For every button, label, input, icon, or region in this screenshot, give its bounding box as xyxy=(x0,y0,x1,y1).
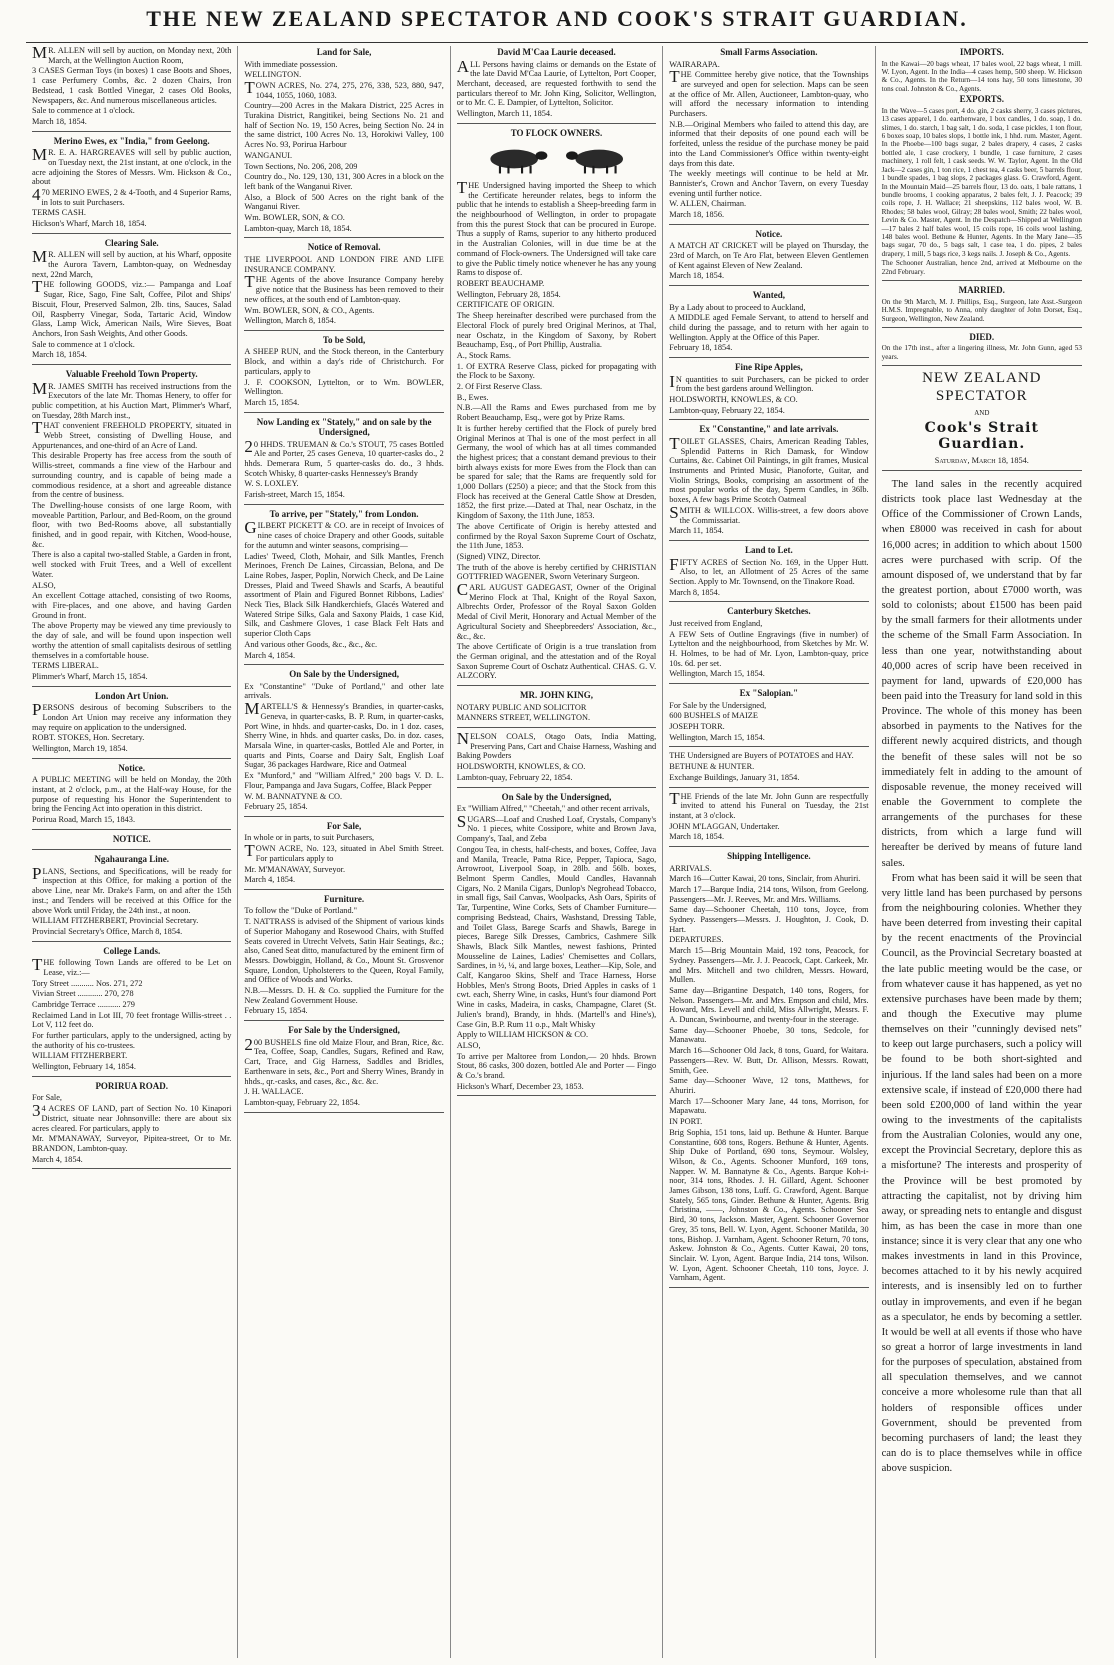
ad-text: MR. E. A. HARGREAVES will sell by public auction, on Tuesday next, the 21st instant, at one o'clock, in the acre adjoining the Stores of Messrs. Wm. Hickson & Co., about xyxy=(32,145,232,187)
ad-text: Wellington, March 8, 1854. xyxy=(244,316,336,326)
sheep-icon xyxy=(490,150,547,174)
sheep-icon xyxy=(566,150,623,174)
ad-text: 1. Of EXTRA Reserve Class, picked for propagating with the Flock to be Saxony. xyxy=(456,361,657,381)
ad-text: Porirua Road, March 15, 1843. xyxy=(32,814,136,824)
ad-heading: College Lands. xyxy=(103,945,161,956)
ad-text: GILBERT PICKETT & CO. are in receipt of Invoices of nine cases of choice Drapery and other Goods, suitable for the autumn and winter seasons, comprising— xyxy=(244,518,444,550)
ad-text: MR. JAMES SMITH has received instructions from the Executors of the late Mr. Thomas Henery, to offer for public competition, at his Auction Mart, Plimmer's Wharf, on Tuesday, 28th March inst., xyxy=(32,378,232,420)
ad-text: TERMS LIBERAL. xyxy=(32,661,99,671)
ad-text: Country—200 Acres in the Makara District, 225 Acres in Turakina District, Rangitikei, being Sections No. 21 and half of Section No. 19, 150 Acres, being Section No. 24 in the same district, 100 Acres No. 13, Horokiwi Valley, 100 Acres No. 93, Porirua Harbour xyxy=(244,101,444,150)
ad-heading: Wanted, xyxy=(752,290,786,301)
ad-text: Sale to commence at 1 o'clock. xyxy=(32,339,135,349)
page-columns xyxy=(26,46,1088,1658)
ad-text: TOWN ACRES, No. 274, 275, 276, 338, 523, 880, 947, 1044, 1055, 1060, 1083. xyxy=(244,77,444,100)
advertisement-mr-allen-will-sell-by-auction-on-monday- xyxy=(32,46,231,132)
ad-text: March 15—Brig Mountain Maid, 192 tons, Peacock, for Sydney. Passengers—Mr. J. J. Peacock, Capt. Carkeek, Mr. and Mrs. Mitchell and two children, Messrs. Howard, Mullen. xyxy=(669,946,869,985)
leader-paragraph: The land sales in the recently acquired districts took place last Wednesday at the Office of the Commissioner of Crown Lands, when £8000 was received in cash for about 16,000 acres; in addition to which about 1500 acres were purchased with scrip. Of the amount disposed of, we understand that by far the greatest portion, about £7000 worth, was sold to colonists; about £1500 has been paid by the small farmers for their allotments under the scheme of the Small Farm Association. In less than one year, notwithstanding about 40,000 acres of scrip have been received in payment for land, upwards of £20,000 has been paid into the Treasury for land sold in this Province. The whole of this money has been absorbed in payments to the Natives for the different newly acquired districts, and though the benefit of these sales will not be so immediately felt in adding to the amount of disposable revenue, the money received will enable the Government to complete the arrangements of the purchases for these districts, from which a large fund will hereafter be derived by means of future land sales. xyxy=(881,479,1082,869)
ad-text: An excellent Cottage attached, consisting of two Rooms, with Fire-places, and one above, and having Garden Ground in front. xyxy=(32,591,232,620)
ad-text: March 18, 1854. xyxy=(669,271,725,281)
ad-text: A MIDDLE aged Female Servant, to attend to herself and child during the passage, and to return with her again to Wellington. Apply at the Office of this Paper. xyxy=(669,313,869,342)
ad-text: A MATCH AT CRICKET will be played on Thursday, the 23rd of March, on Te Aro Flat, between Eleven Gentlemen of Kent against Eleven of New Zealand. xyxy=(669,241,869,270)
died-heading: DIED. xyxy=(969,331,995,342)
ad-text: Same day—Brigantine Despatch, 140 tons, Rogers, for Nelson. Passengers—Mr. and Mrs. Empson and child, Mrs. Howard, Mrs. Levell and child, Miss Allwright, Messrs. F. A. Duncan, Swinbourne, and twenty-four in the steerage. xyxy=(669,985,869,1025)
ad-text: PERSONS desirous of becoming Subscribers to the London Art Union may receive any information they may require on application to the undersigned. xyxy=(32,700,232,732)
ad-text: A FEW Sets of Outline Engravings (five in number) of Lyttelton and the neighbourhood, from Sketches by Mr. W. H. Holmes, to be had of Mr. Lyon, Lambton-quay, price 10s. 6d. per set. xyxy=(669,629,869,668)
column-1 xyxy=(26,46,238,1658)
ad-text: NOTARY PUBLIC AND SOLICITOR xyxy=(456,702,587,712)
ad-text: March 11, 1854. xyxy=(669,526,724,536)
ad-heading: Fine Ripe Apples, xyxy=(735,362,803,373)
ad-text: 3 CASES German Toys (in boxes) 1 case Boots and Shoes, 1 case Perfumery Combs, &c. 2 dozen Chairs, Iron Bedstead, 1 cask Bottled Vinegar, 2 cases Old Books, Newspapers, &c. And numerous miscellaneous articles. xyxy=(32,66,232,105)
ad-text: Ladies' Tweed, Cloth, Mohair, and Silk Mantles, French Merinoes, French De Laines, Circassian, Belona, and De Laine Robes, Jasper, Poplin, Norwich Check, and De Laine Dresses, Plaid and Tweed Shawls and Scarfs, A beautiful assortment of Plain and Figured Bonnet Ribbons, Ladies' Neck Ties, Black Silk Handkerchiefs, Glacés Watered and Watered Stripe Silks, Gala and Saxony Plaids, 1 case Kid, Silk, and Cashmere Gloves, 1 case Black Felt Hats and superior Cloth Caps xyxy=(244,551,444,639)
ad-text: HOLDSWORTH, KNOWLES, & CO. xyxy=(456,762,586,772)
ad-text: W. M. BANNATYNE & CO. xyxy=(244,791,343,801)
ad-text: Lambton-quay, February 22, 1854. xyxy=(456,772,573,782)
shipping-note: The Schooner Australian, hence 2nd, arrived at Melbourne on the 22nd February. xyxy=(881,259,1082,276)
ad-text: WELLINGTON. xyxy=(244,70,302,80)
advertisement-porirua-road xyxy=(32,1081,231,1169)
ad-text: Mr. M'MANAWAY, Surveyor. xyxy=(244,864,346,874)
married-heading: MARRIED. xyxy=(958,285,1005,296)
ad-heading: PORIRUA ROAD. xyxy=(95,1080,168,1091)
advertisement-clearing-sale xyxy=(32,238,231,365)
ad-text: THE LIVERPOOL AND LONDON FIRE AND LIFE INSURANCE COMPANY. xyxy=(244,254,444,274)
ad-heading: Valuable Freehold Town Property. xyxy=(65,369,198,380)
imports-heading: IMPORTS. xyxy=(959,47,1004,57)
masthead-rule xyxy=(26,42,1088,43)
ad-text: PLANS, Sections, and Specifications, will be ready for inspection at this Office, for making a portion of the above Line, near Mr. Drake's Farm, on and after the 15th inst.; and Tenders will be received at this Office for the above Work until Friday, the 24th inst., at noon. xyxy=(32,863,232,915)
advertisement-small-farms-association xyxy=(669,47,868,225)
ad-text: BETHUNE & HUNTER. xyxy=(669,762,755,772)
ad-text: TOILET GLASSES, Chairs, American Reading Tables, Splendid Patterns in Rich Damask, for Window Curtains, &c. Cabinet Oil Paintings, in gilt frames, Musical Instruments and Printed Music, Pianoforte, Guitar, and Violin Strings, Books, comprising an assortment of the most popular works of the day, Sperm Candles, in 36lb. boxes, A few bags Prime Scotch Oatmeal xyxy=(669,433,869,505)
ad-text: March 4, 1854. xyxy=(244,875,296,885)
ad-heading: David M'Caa Laurie deceased. xyxy=(497,47,616,57)
ad-heading: To be Sold, xyxy=(322,334,366,345)
ad-text: Cambridge Terrace ........... 279 xyxy=(32,999,135,1009)
ad-text: March 18, 1854. xyxy=(32,116,87,126)
advertisement-ex-constantine-and-late-arrivals xyxy=(669,424,868,541)
advertisement-furniture xyxy=(244,894,443,1021)
paper-name: NEW ZEALAND SPECTATOR xyxy=(922,370,1042,404)
ad-text: IN quantities to suit Purchasers, can be picked to order from the best gardens around Wellington. xyxy=(669,371,869,394)
ad-text: THE Committee hereby give notice, that the Townships are surveyed and open for selection. Maps can be seen at the office of Mr. Allen, Auctioneer, Lambton-quay, who will afford the necessary information to intending Purchasers. xyxy=(669,67,869,119)
ad-text: Just received from England, xyxy=(669,618,763,628)
ad-text: N.B.—Original Members who failed to attend this day, are informed that their deposits of one pound each will be forfeited, unless the residue of the purchase money be paid into the Land Commissioner's Office within twenty-eight days from this date. xyxy=(669,119,869,168)
married-text: On the 9th March, M. J. Phillips, Esq., Surgeon, late Asst.-Surgeon H.M.S. Impregnable, to Anna, only daughter of John Dorset, Esq., Surgeon, Wellington, New Zealand. xyxy=(881,297,1082,323)
ad-text: 200 BUSHELS fine old Maize Flour, and Bran, Rice, &c. Tea, Coffee, Soap, Candles, Sugars, Refined and Raw, Cart, Trace, and Gig Harness, Saddles and Bridles, Earthenware in sets, &c., Port and Sherry Wines, Brandy in hhds., qr.-casks, and cases, &c., &c. &c. xyxy=(244,1034,444,1086)
ad-text: Wellington, March 19, 1854. xyxy=(32,743,128,753)
died-text: On the 17th inst., after a lingering illness, Mr. John Gunn, aged 53 years. xyxy=(881,344,1082,361)
ad-text: CERTIFICATE OF ORIGIN. xyxy=(456,300,555,310)
ad-heading: Notice of Removal. xyxy=(307,242,381,253)
ad-heading: Small Farms Association. xyxy=(720,47,818,57)
ad-text: With immediate possession. xyxy=(244,59,338,69)
ad-text: Plimmer's Wharf, March 15, 1854. xyxy=(32,671,148,681)
ad-heading: Merino Ewes, ex "India," from Geelong. xyxy=(53,135,210,146)
ad-text: A., Stock Rams. xyxy=(456,350,511,360)
ad-text: A SHEEP RUN, and the Stock thereon, in the Canterbury Block, and within a day's ride of Christchurch. For particulars, apply to xyxy=(244,347,444,376)
advertisement-fine-ripe-apples xyxy=(669,362,868,420)
advertisement-canterbury-sketches xyxy=(669,606,868,684)
ad-text: Vivian Street ............ 270, 278 xyxy=(32,989,134,999)
ad-text: February 18, 1854. xyxy=(669,343,733,353)
ad-text: March 18, 1854. xyxy=(32,350,87,360)
advertisement-land-for-sale xyxy=(244,47,443,238)
advertisement-notice-of-removal xyxy=(244,242,443,330)
ad-text: J. F. COOKSON, Lyttelton, or to Wm. BOWLER, Wellington. xyxy=(244,377,444,397)
ad-text: The above Certificate of Origin is hereby attested and confirmed by the Royal Saxon Supreme Court of Oschatz, the 11th June, 1853. xyxy=(456,521,657,551)
ad-heading: Now Landing ex "Stately," and on sale by the Undersigned, xyxy=(256,416,432,438)
ad-text: The Dwelling-house consists of one large Room, with moveable Partition, Parlour, and Bed-Room, on the ground floor, with two Bed-Rooms above, all substantially finished, and in good repair, with Kitchen, Wood-house, &c. xyxy=(32,500,232,549)
advertisement-nelson-coals-otago-oats-india-matting-pr xyxy=(456,729,657,788)
married-block xyxy=(882,285,1082,328)
ad-text: Wm. BOWLER, SON, & CO., Agents. xyxy=(244,305,375,315)
ad-text: Ex "Constantine" "Duke of Portland," and other late arrivals. xyxy=(244,681,444,701)
ad-text: Wellington, February 14, 1854. xyxy=(32,1062,136,1072)
ad-text: March 4, 1854. xyxy=(32,1154,83,1164)
ad-text: March 17—Schooner Mary Jane, 44 tons, Morrison, for Mapawatu. xyxy=(669,1096,869,1116)
ad-text: To follow the "Duke of Portland." xyxy=(244,906,358,916)
masthead: THE NEW ZEALAND SPECTATOR AND COOK'S STRAIT GUARDIAN. xyxy=(146,6,968,31)
ad-text: March 16—Schooner Old Jack, 8 tons, Guard, for Waitara. Passengers—Rev. W. Butt, Dr. Allison, Messrs. Rowatt, Smith, Gee. xyxy=(669,1046,869,1075)
ad-heading: MR. JOHN KING, xyxy=(519,690,593,701)
ad-text: WILLIAM FITZHERBERT. xyxy=(32,1051,128,1061)
advertisement-to-be-sold xyxy=(244,335,443,413)
column-2 xyxy=(238,46,450,1658)
advertisement-ex-salopian xyxy=(669,688,868,747)
died-block xyxy=(882,332,1082,366)
ad-text: Brig Sophia, 151 tons, laid up. Bethune & Hunter. Barque Constantine, 608 tons, Rogers. Bethune & Hunter, Agents. Ship Duke of Portland, 690 tons, Seymour. Wolsley, Wilson, & Co., Agents. Schooner Munford, 169 tons, Napper. W. M. Bannatyne & Co., Agents. Barque Koh-i-noor, 314 tons, Rhodes. J. H. Gillard, Agent. Schooner James Gibson, 138 tons, Luff. G. Crawford, Agent. Barque Stately, 565 tons, Ginder. Bethune & Hunter, Agents. Brig Christina, ——, Johnston & Co., Agents. Schooner Sea Bird, 30 tons, Jackson. Master, Agent. Schooner Governor Grey, 35 tons, Bell. W. Lyon, Agent. Schooner Matilda, 30 tons, Bishop. J. Varnham, Agent. Schooner Return, 70 tons, Askew. Johnston & Co., Agents. Cutter Kawai, 20 tons, Sinclair. W. Lyon, Agent. Barque India, 214 tons, Wilson. W. Lyon, Agent. Schooner Cheetah, 110 tons, Joyce. J. Varnham, Agent. xyxy=(669,1127,869,1283)
ad-text: 470 MERINO EWES, 2 & 4-Tooth, and 4 Superior Rams, in lots to suit Purchasers. xyxy=(32,184,232,207)
sheep-engraving xyxy=(457,142,656,176)
ad-text: Hickson's Wharf, March 18, 1854. xyxy=(32,219,147,229)
ad-text: Ex "William Alfred," "Cheetah," and other recent arrivals, xyxy=(456,804,650,814)
ad-text: Apply to WILLIAM HICKSON & CO. xyxy=(456,1030,589,1040)
ad-text: (Signed) VINZ, Director. xyxy=(456,551,541,561)
ad-text: March 18, 1856. xyxy=(669,210,725,220)
ad-text: THAT convenient FREEHOLD PROPERTY, situated in Webb Street, consisting of Dwelling House, and Appurtenances, and one-third of an Acre of Land. xyxy=(32,418,232,450)
ad-text: SUGARS—Loaf and Crushed Loaf, Crystals, Company's No. 1 pieces, white Cossipore, white and Brown Java, Company's, Taal, and Zeba xyxy=(456,811,657,844)
ad-text: ALSO, xyxy=(32,580,56,590)
ad-text: Tory Street ........... Nos. 271, 272 xyxy=(32,978,143,988)
advertisement-to-arrive-per-stately-from-london xyxy=(244,509,443,665)
advertisement-land-to-let xyxy=(669,545,868,602)
ad-text: MANNERS STREET, WELLINGTON. xyxy=(456,713,591,723)
ad-text: The above Certificate of Origin is a true translation from the German original, and the attestation and of the Royal Saxon Supreme Court of Oschatz Authentical. CHAS. G. V. ALZCORY. xyxy=(456,642,657,681)
ad-text: It is further hereby certified that the Flock of purely bred Original Merinos at Thal is one of the most perfect in all Germany, the wool of which has at all times commanded the highest prices; that a constant demand previous to their birth always exists for more Ewes from the Flock than can be spared for sale; that the Rams are frequently sold for 1,000 Dollars (£250) a piece; and that the Stock from this Flock has received at the General Cattle Show at Dresden, 1852, the first prize.—Dated at Thal, near Oschatz, in the Kingdom of Saxony, the 11th June, 1853. xyxy=(456,423,657,521)
ad-text: JOHN M'LAGGAN, Undertaker. xyxy=(669,821,780,831)
ad-text: There is also a capital two-stalled Stable, a Garden in front, well stocked with Fruit Trees, and a Well of excellent Water. xyxy=(32,550,232,579)
ad-text: Wellington, March 15, 1854. xyxy=(669,732,765,742)
ad-text: March 15, 1854. xyxy=(244,397,300,407)
advertisement-on-sale-by-the-undersigned xyxy=(457,792,656,1097)
ad-heading: Notice. xyxy=(118,762,146,773)
ad-text: And various other Goods, &c., &c., &c. xyxy=(244,639,378,649)
ad-text: Town Sections, No. 206, 208, 209 xyxy=(244,161,358,171)
ad-text: For Sale, xyxy=(32,1093,62,1103)
paper-and: AND xyxy=(974,409,990,418)
column-5 xyxy=(876,46,1088,1658)
advertisement-the-friends-of-the-late-mr-john-gunn-are xyxy=(669,788,869,848)
advertisement-merino-ewes-ex-india-from-geelong xyxy=(32,136,231,234)
ad-text: Provincial Secretary's Office, March 8, 1854. xyxy=(32,926,183,936)
ad-heading: London Art Union. xyxy=(95,690,169,701)
advertisement-mr-john-king xyxy=(457,690,656,728)
ad-heading: On Sale by the Undersigned, xyxy=(289,669,399,680)
ad-text: ROBT. STOKES, Hon. Secretary. xyxy=(32,733,145,743)
ad-text: THE Undersigned are Buyers of POTATOES and HAY. xyxy=(669,751,854,761)
ad-text: THE following GOODS, viz.:— Pampanga and Loaf Sugar, Rice, Sago, Fine Salt, Coffee, Pilot and Ships' Biscuit, Flour, Preserved Salmon, 2lb. tins, Sauces, Salad Oil, Raspberry Vinegar, Soda, Tartaric Acid, Window Glass, Lamp Wick, American Nails, Wire Sieves, Boat Anchors, Iron Sash Weights, And other Goods. xyxy=(32,277,232,338)
ad-text: For Sale by the Undersigned, xyxy=(669,700,767,710)
ad-text: TOWN ACRE, No. 123, situated in Abel Smith Street. For particulars apply to xyxy=(244,841,444,863)
ad-text: 600 BUSHELS of MAIZE xyxy=(669,711,758,721)
advertisement-college-lands xyxy=(32,946,231,1077)
advertisement-wanted xyxy=(669,290,868,358)
ad-heading: To arrive, per "Stately," from London. xyxy=(269,508,419,519)
advertisement-notice xyxy=(669,229,868,286)
ad-text: Also, a Block of 500 Acres on the right bank of the Wanganui River. xyxy=(244,192,444,212)
ad-text: 2. Of First Reserve Class. xyxy=(456,382,543,392)
ad-heading: TO FLOCK OWNERS. xyxy=(510,127,603,138)
ad-text: Hickson's Wharf, December 23, 1853. xyxy=(456,1081,584,1091)
advertisement-to-flock-owners xyxy=(457,128,656,686)
paper-subtitle: Cook's Strait Guardian. xyxy=(924,419,1039,452)
ad-heading: Ex "Constantine," and late arrivals. xyxy=(699,424,839,435)
ad-text: CARL AUGUST GADEGAST, Owner of the Original Merino Flock at Thal, Knight of the Royal Saxon, Albrechts Order, Professor of the Royal Saxon Golden Medal of Civil Merit, Honorary and Actual Member of the Agricultural Society and Sheepbreeders' Association, &c., &c., &c. xyxy=(456,580,657,641)
ad-text: SMITH & WILLCOX. Willis-street, a few doors above the Commissariat. xyxy=(669,502,869,525)
ad-heading: For Sale by the Undersigned, xyxy=(288,1025,400,1036)
ad-text: MARTELL'S & Hennessy's Brandies, in quarter-casks, Geneva, in quarter-casks, B. P. Rum, in quarter-casks, Port Wine, in hhds. and quarter-casks, Do. in 1 doz. cases, Sherry Wine, in hhds. and quarter casks, Do. in doz. cases, Marsala Wine, in quarter-casks, Bottled Ale and Porter, in quarts and Pints, Coarse and Dairy Salt, English Loaf Sugar, 36 packages Hardware, Rice and Oatmeal xyxy=(244,699,444,770)
imports-block xyxy=(882,47,1082,281)
ad-heading: NOTICE. xyxy=(112,833,151,844)
ad-text: N.B.—All the Rams and Ewes purchased from me by Robert Beauchamp, Esq., were got by Prize Rams. xyxy=(456,403,657,423)
ad-text: Wm. BOWLER, SON, & CO. xyxy=(244,213,345,223)
ad-heading: Land for Sale, xyxy=(316,47,372,57)
ad-text: T. NATTRASS is advised of the Shipment of various kinds of Superior Mahogany and Rosewood Chairs, with Stuffed Seats covered in Utrecht Velvets, Satin Hair Seatings, &c.; also, Caned Seat ditto, manufactured by the eminent firm of Messrs. Dowbiggin, Holland, & Co., Mount St. Grosvenor Square, London, Upholsterers to the Queen, Royal Family, and Office of Woods and Works. xyxy=(244,917,444,985)
ad-text: This desirable Property has free access from the south of Willis-street, commands a fine view of the Harbour and surrounding country, and is capable of being made a commodious residence, at a short and agreeable distance from the centre of business. xyxy=(32,451,232,500)
leader-paragraph: From what has been said it will be seen that very little land has been purchased by persons from the neighbouring colonies. Whether they have been deterred from investing their capital by the recent enactments of the Provincial Council, as the Provincial Secretary boasted at the late public meeting would be the case, or from whatever cause it has happened, as yet no extensive purchases have been made by them; and though the Executive may plume themselves on their "cunningly devised nets" to keep out large purchasers, such a policy will be found to be both short-sighted and injurious. If the land sales had been on a more extensive scale, if instead of £20,000 there had been sold £200,000 of land within the year owing to the investments of the capitalists from the Australian Colonies, would any one, except the Provincial Secretary, deplore this as a misfortune? The interests and prosperity of the Province will be best promoted by attracting the capitalist, not by driving him away, or spreading nets to entangle and disgust him, as has been the case in more than one instance; since it is very clear that any one who makes investments in land in this Province, becomes attached to it by his newly acquired interests, and is insensibly led on to further outlay in improvements, and even if he began as a speculator, he ends by becoming a settler. It would be well at all events if those who have so great a horror of large investments in land for the purposes of speculation, abstained from all speculation themselves, and we cannot conceive a more wholesome rule than that all holders of responsible offices under Government, should be prevented from becoming purchasers of land; the least they can do is to place themselves while in office above suspicion. xyxy=(881,872,1082,1475)
ad-text: JOSEPH TORR. xyxy=(669,721,725,731)
leader-article xyxy=(882,477,1082,1476)
ad-heading: Clearing Sale. xyxy=(104,237,159,248)
ad-text: 34 ACRES OF LAND, part of Section No. 10 Kinapori District, situate near Johnsonville: there are about six acres cleared. For particulars, apply to xyxy=(32,1101,232,1133)
ad-text: W. S. LOXLEY. xyxy=(244,479,299,489)
ad-text: WANGANUI. xyxy=(244,150,293,160)
ad-text: J. H. WALLACE. xyxy=(244,1087,304,1097)
ad-heading: Ex "Salopian." xyxy=(739,688,799,699)
ad-heading: Land to Let. xyxy=(745,545,793,555)
ad-text: Lambton-quay, February 22, 1854. xyxy=(244,1097,360,1107)
advertisement-the-undersigned-are-buyers-of-potatoes-a xyxy=(669,751,868,787)
ad-text: By a Lady about to proceed to Auckland, xyxy=(669,302,806,312)
advertisement-notice xyxy=(32,834,231,851)
ad-text: THE Undersigned having imported the Sheep to which the Certificate hereunder relates, begs to inform the public that he intends to establish a Sheep-breeding farm in the neighbourhood of Wellington, in order to propagate from this the purest Stock that can be procured in Europe. Thus a supply of Rams, superior to any hitherto produced in the Australian Colonies, will in due time be at the command of Flock-owners. The Undersigned will take care to give the Public timely notice whenever he has any young Rams to dispose of. xyxy=(456,177,657,278)
ad-text: The above Property may be viewed any time previously to the day of sale, and will be found upon inspection well worthy the attention of small capitalists desirous of settling themselves in a comfortable house. xyxy=(32,621,232,660)
ad-text: Mr. M'MANAWAY, Surveyor, Pipitea-street, Or to Mr. BRANDON, Lambton-quay. xyxy=(32,1134,232,1153)
ad-text: March 4, 1854. xyxy=(244,650,296,660)
advertisement-notice xyxy=(32,763,231,830)
ad-text: February 25, 1854. xyxy=(244,802,308,812)
advertisement-david-m-caa-laurie-deceased xyxy=(457,47,656,124)
ad-text: WILLIAM FITZHERBERT, Provincial Secretary. xyxy=(32,916,199,926)
advertisement-london-art-union xyxy=(32,691,231,759)
advertisement-for-sale xyxy=(244,821,443,890)
ad-text: The weekly meetings will continue to be held at Mr. Bannister's, Crown and Anchor Tavern, on every Tuesday evening until further notice. xyxy=(669,169,869,198)
ad-text: The Sheep hereinafter described were purchased from the Electoral Flock of purely bred Original Merinos, at Thal, near Oschatz, in the Kingdom of Saxony, by Robert Beauchamp, Esq., of Port Phillip, Australia. xyxy=(456,311,657,350)
ad-text: DEPARTURES. xyxy=(669,935,724,945)
ad-text: MR. ALLEN will sell by auction, at his Wharf, opposite the Aurora Tavern, Lambton-quay, on Wednesday next, 22nd March, xyxy=(32,247,232,279)
ad-text: Farish-street, March 15, 1854. xyxy=(244,490,345,500)
ad-heading: For Sale, xyxy=(326,820,362,831)
ad-text: Same day—Schooner Wave, 12 tons, Matthews, for Ahuriri. xyxy=(669,1076,869,1095)
ad-text: ALSO, xyxy=(456,1040,481,1050)
ad-text: IN PORT. xyxy=(669,1117,703,1127)
ad-text: February 15, 1854. xyxy=(244,1006,308,1016)
ad-text: NELSON COALS, Otago Oats, India Matting, Preserving Pans, Cart and Chaise Harness, Washing and Baking Powders xyxy=(456,729,657,761)
ad-heading: Notice. xyxy=(755,228,783,239)
ad-text: Congou Tea, in chests, half-chests, and boxes, Coffee, Java and Manila, Treacle, Patna Rice, Pepper, Tapioca, Sago, Arrowroot, Liverpool Soap, in 28lb. and 56lb. boxes, Belmont Sperm Candles, Mould Candles, Havannah Cigars, No. 2 Manila Cigars, Dunlop's Negrohead Tobacco, in small figs, Sail Canvas, Woolpacks, Ash Oars, Spirits of Tar, Turpentine, Wine Corks, Sets of Chamber Furniture—comprising Bedstead, Chairs, Washstand, Dressing Table, and Toilet Glass, Barege Scarfs and Shawls, Barege in pieces, Barege Silk Dresses, Cambrics, Cashmere Silk Shawls, Black Silk Mantles, newest fashions, Printed Mousseline de Laines, Ladies' Chemisettes and Collars, Sardines, in ½, ¼, and large boxes, Leather—Kip, Sole, and Calf, Kangaroo Skins, Shelf and Trace Harness, Horse Hobbles, Men's Strong Boots, Dried Apples in casks of 1 cwt. each, Sherry Wine, in casks, Hunt's four diamond Port Wine in casks, Madeira, in casks, Champagne, Claret (St. Julien's brand), Brandy, in hhds. (Martell's and Hine's), Case Gin, B.P. Rum 11 o.p., Malt Whisky xyxy=(456,844,657,1029)
ad-text: Country do., No. 129, 130, 131, 300 Acres in a block on the left bank of the Wanganui River. xyxy=(244,172,444,191)
ad-text: Same day—Schooner Cheetah, 110 tons, Joyce, from Sydney. Passengers—Messrs. J. Houghton, J. Cook, D. Hart. xyxy=(669,905,869,934)
ad-text: Ex "Munford," and "William Alfred," 200 bags V. D. L. Flour, Pampanga and Java Sugars, Coffee, Black Pepper xyxy=(244,771,444,790)
column-4 xyxy=(663,46,875,1658)
ad-heading: Shipping Intelligence. xyxy=(727,851,811,862)
ad-text: THE Friends of the late Mr. John Gunn are respectfully invited to attend his Funeral on Tuesday, the 21st instant, at 3 o'clock. xyxy=(669,788,869,820)
ad-heading: Canterbury Sketches. xyxy=(727,606,811,617)
ad-text: B., Ewes. xyxy=(456,392,489,402)
ad-text: 20 HHDS. TRUEMAN & Co.'s STOUT, 75 cases Bottled Ale and Porter, 25 cases Geneva, 10 quarter-casks do., 2 hhds. Demerara Rum, 5 quarter-casks do. do., 3 hhds. Scotch Whisky, 8 quarter-casks Hennessey's Brandy xyxy=(244,436,444,478)
ad-heading: On Sale by the Undersigned, xyxy=(501,791,612,802)
ad-text: HOLDSWORTH, KNOWLES, & CO. xyxy=(669,395,798,405)
advertisement-ngahauranga-line xyxy=(32,854,231,941)
ad-text: March 18, 1854. xyxy=(669,832,725,842)
exports-heading: EXPORTS. xyxy=(959,94,1005,105)
ad-text: Exchange Buildings, January 31, 1854. xyxy=(669,772,800,782)
ad-text: Wellington, February 28, 1854. xyxy=(456,289,561,299)
exports-text: In the Wave—5 cases port, 4 do. gin, 2 casks sherry, 3 cases pictures, 13 cases apparel, 1 do. earthenware, 1 box candles, 1 do. soap, 1 do. slimes, 1 do. starch, 1 bag salt, 1 do. soda, 1 case pickles, 1 ton flour, 6 boxes soap, 10 bales slops, 1 bottle ink, 1 hhd. rum. Master, Agent. In the Phoebe—100 bags sugar, 2 bales drapery, 4 cases, 2 casks bottled ale, 1 case crockery, 1 bundle, 1 case furniture, 2 cases machinery, 1 roll felt, 1 cask seeds. W. W. Taylor, Agent. In the Old Jack—2 cases gin, 1 ton rice, 1 chest tea, 4 casks beer, 5 barrels flour, 1 bundle spades, 1 bag slops, 2 packages glass. G. Crawford, Agent. In the Mountain Maid—25 barrels flour, 13 do. oats, 1 bale rattans, 1 bundle brooms, 1 cooking apparatus, 2 bales felt, J. J. Peacock; 39 coils rope, J. H. Wallace; 21 sheepskins, 112 bales wool, W. B. Rhodes; 58 bales wool, Gilray; 28 bales wool, Smith; 22 bales wool, Levin & Co. Master, Agent. In the Despatch—Shipped at Wellington—17 bales 2 half bales wool, 15 coils rope, 16 coils wool lashing, 148 bales wool. Bethune & Hunter, Agents. In the Mary Jane—35 bags sugar, 70 do., 5 bags salt, 1 case tea, 1 do. pipes, 2 bales drapery, 1 mill, 5 bags rice, 3 kegs nails. J. Joseph & Co., Agents. xyxy=(881,106,1082,258)
ad-text: WAIRARAPA. xyxy=(669,59,720,69)
ad-text: TERMS CASH. xyxy=(32,208,86,218)
issue-date: Saturday, March 18, 1854. xyxy=(882,456,1082,471)
ad-text: Reclaimed Land in Lot III, 70 feet frontage Willis-street . . Lot V, 112 feet do. xyxy=(32,1010,232,1030)
ad-text: N.B.—Messrs. D. H. & Co. supplied the Furniture for the New Zealand Government House. xyxy=(244,986,444,1005)
advertisement-now-landing-ex-stately-and-on-sale-by-th xyxy=(244,417,443,505)
ad-heading: Ngahauranga Line. xyxy=(94,854,169,865)
ad-text: ALL Persons having claims or demands on the Estate of the late David M'Caa Laurie, of Lyttelton, Port Cooper, Merchant, deceased, are requested forthwith to send the particulars thereof to Mr. John King, Solicitor, Wellington, or to Mr. C. E. Dampier, of Lyttelton, Solicitor. xyxy=(456,56,657,108)
ad-text: Lambton-quay, March 18, 1854. xyxy=(244,223,352,233)
ad-text: To arrive per Maltoree from London,— 20 hhds. Brown Stout, 86 casks, 300 dozen, bottled Ale and Porter — Fingo & Co.'s brand. xyxy=(456,1051,657,1081)
ad-text: FIFTY ACRES of Section No. 169, in the Upper Hutt. Also, to let, an Allotment of 25 Acres of the same Section. Apply to Mr. Townsend, on the Tinakore Road. xyxy=(669,554,869,586)
ad-text: March 8, 1854. xyxy=(669,587,720,597)
ad-text: ARRIVALS. xyxy=(669,863,712,873)
ad-text: MR. ALLEN will sell by auction, on Monday next, 20th March, at the Wellington Auction Room, xyxy=(32,46,232,65)
ad-text: For further particulars, apply to the undersigned, acting by the authority of his co-trustees. xyxy=(32,1031,232,1050)
ad-heading: Furniture. xyxy=(324,893,365,904)
ad-text: Wellington, March 15, 1854. xyxy=(669,669,765,679)
ad-text: Wellington, March 11, 1854. xyxy=(456,109,553,119)
ad-text: The truth of the above is hereby certified by CHRISTIAN GOTTFRIED WAGENER, Sworn Veterinary Surgeon. xyxy=(456,562,657,582)
ad-text: In whole or in parts, to suit Purchasers, xyxy=(244,833,375,843)
ad-text: W. ALLEN, Chairman. xyxy=(669,199,747,209)
column-3 xyxy=(451,46,663,1658)
imports-text: In the Kawai—20 bags wheat, 17 bales wool, 22 bags wheat, 1 mill. W. Lyon, Agent. In the India—4 cases hemp, 500 sheep. W. Hickson & Co., Agents. In the Return—14 tons hay, 50 tons limestone, 30 tons coal. Johnston & Co., Agents. xyxy=(881,59,1082,93)
ad-text: THE Agents of the above Insurance Company hereby give notice that the Business has been removed to their new offices, at the south end of Lambton-quay. xyxy=(244,272,444,304)
ad-text: THE following Town Lands are offered to be Let on Lease, viz.:— xyxy=(32,955,232,977)
ad-text: A PUBLIC MEETING will be held on Monday, the 20th instant, at 2 o'clock, p.m., at the Half-way House, for the purpose of requesting his Honor the Superintendent to bring the Fencing Act into operation in this district. xyxy=(32,775,232,814)
advertisement-shipping-intelligence xyxy=(669,851,868,1288)
advertisement-on-sale-by-the-undersigned xyxy=(244,669,443,817)
ad-text: ROBERT BEAUCHAMP. xyxy=(456,278,545,288)
ad-text: March 17—Barque India, 214 tons, Wilson, from Geelong. Passengers—Mr. J. Reeves, Mr. and Mrs. Williams. xyxy=(669,884,869,904)
ad-text: Sale to commence at 1 o'clock. xyxy=(32,106,135,116)
advertisement-valuable-freehold-town-property xyxy=(32,369,231,687)
ad-text: Same day—Schooner Phoebe, 30 tons, Sedcole, for Manawatu. xyxy=(669,1025,869,1045)
ad-text: Lambton-quay, February 22, 1854. xyxy=(669,405,785,415)
advertisement-for-sale-by-the-undersigned xyxy=(244,1025,443,1112)
ad-text: March 16—Cutter Kawai, 20 tons, Sinclair, from Ahuriri. xyxy=(669,874,861,884)
